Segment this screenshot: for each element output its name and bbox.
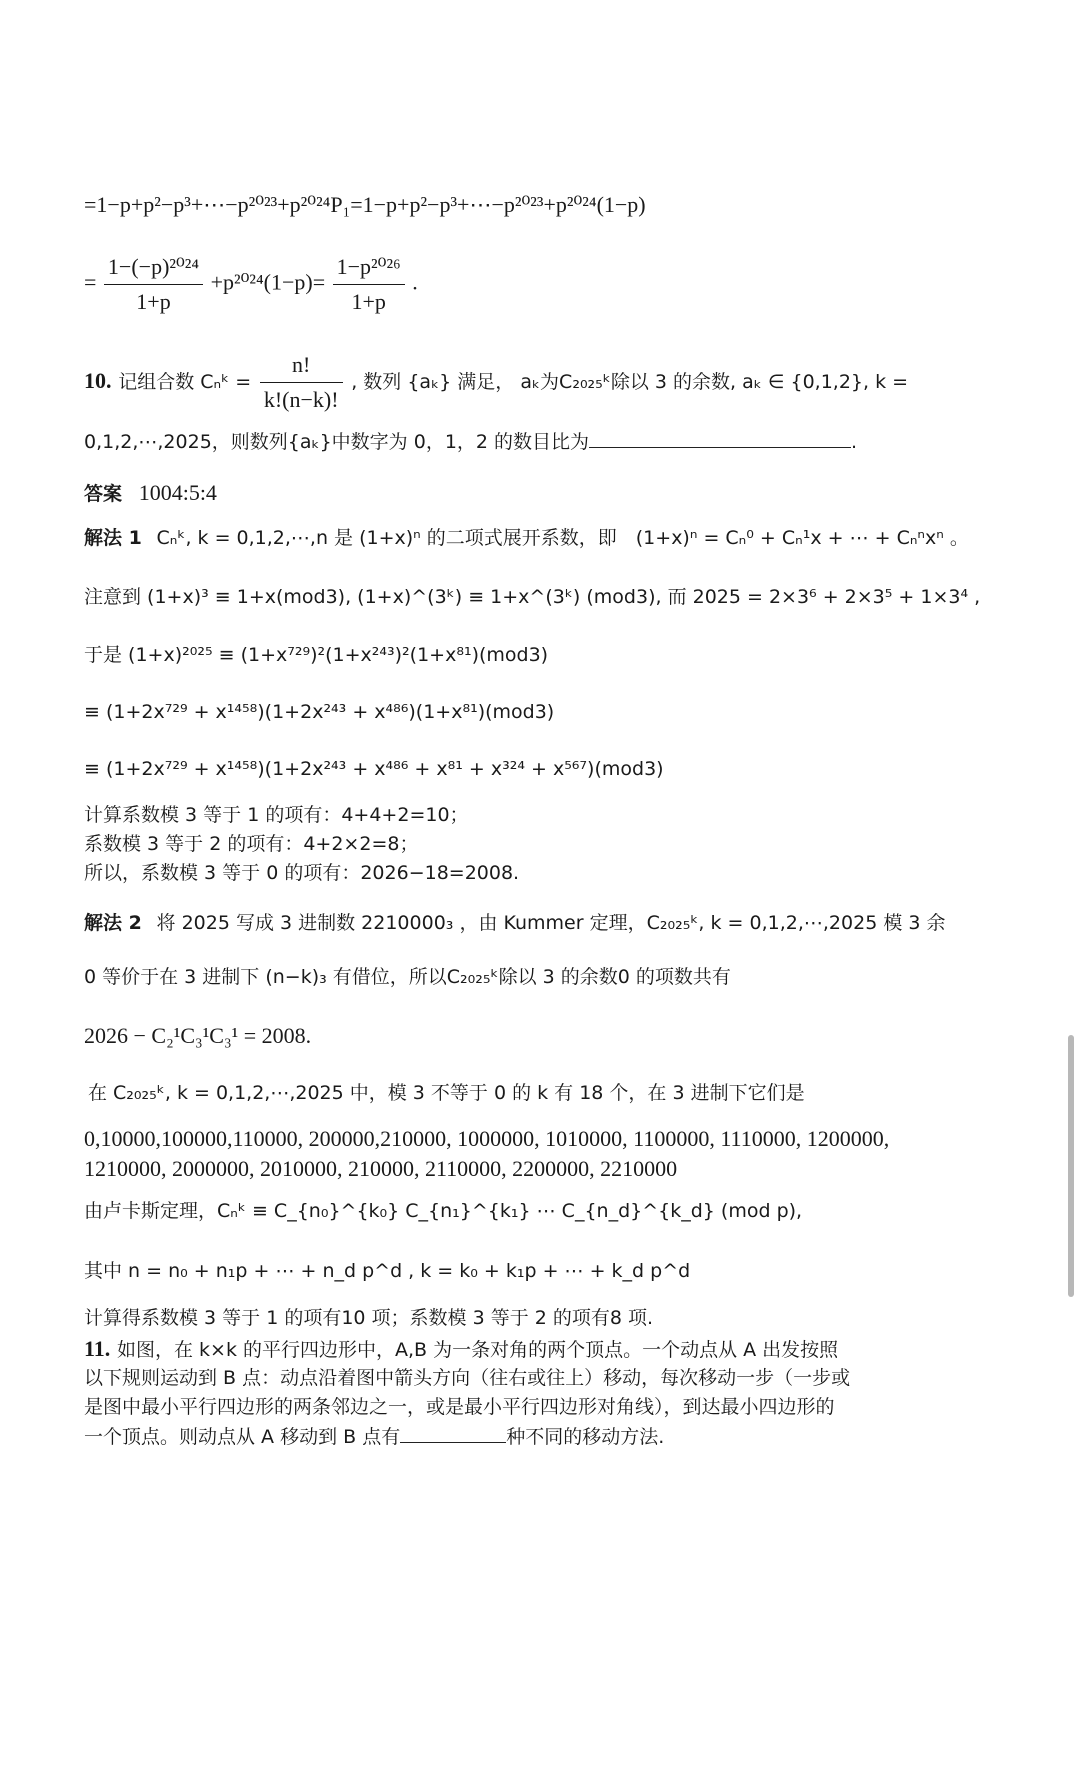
question-11-line-4 [84, 1421, 664, 1452]
answer-label: 答案 [84, 483, 123, 505]
method-2-label: 解法 2 [84, 912, 142, 934]
fraction-2 [333, 252, 405, 317]
question-11-line-3: 是图中最小平行四边形的两条邻边之一，或是最小平行四边形对角线），到达最小四边形的 [84, 1396, 835, 1418]
equation-period: . [412, 269, 418, 295]
question-10-line-1 [84, 350, 908, 415]
method-2-line-4: 在 C₂₀₂₅ᵏ, k = 0,1,2,⋯,2025 中，模 3 不等于 0 的 k 有 18 个，在 3 进制下它们是 [88, 1082, 805, 1104]
question-number: 11. [84, 1336, 111, 1361]
method-2-line-5: 0,10000,100000,110000, 200000,210000, 1000000, 1010000, 1100000, 1110000, 1200000, [84, 1126, 890, 1151]
question-number: 10. [84, 368, 112, 393]
fraction-1-numerator: 1−(−p)²⁰²⁴ [104, 252, 203, 285]
question-11-text-b: 一个顶点。则动点从 A 移动到 B 点有 [84, 1426, 401, 1448]
question-11-text-c: 种不同的移动方法. [506, 1426, 665, 1448]
method-2-line-2: 0 等价于在 3 进制下 (n−k)₃ 有借位，所以C₂₀₂₅ᵏ除以 3 的余数0 的项数共有 [84, 966, 731, 988]
equation-middle: +p²⁰²⁴(1−p)= [210, 269, 326, 295]
combination-numerator: n! [260, 350, 343, 383]
method-1-label: 解法 1 [84, 527, 142, 549]
method-2-line-3: 2026 − C₂¹C₃¹C₃¹ = 2008. [84, 1023, 312, 1048]
fraction-1 [104, 252, 203, 317]
question-11-text-a: 如图，在 k×k 的平行四边形中，A,B 为一条对角的两个顶点。一个动点从 A 出发按照 [116, 1339, 839, 1361]
answer-blank [400, 1422, 506, 1443]
method-1-line-5: ≡ (1+2x⁷²⁹ + x¹⁴⁵⁸)(1+2x²⁴³ + x⁴⁸⁶ + x⁸¹ + x³²⁴ + x⁵⁶⁷)(mod3) [84, 758, 664, 780]
equation-line-1 [84, 190, 646, 220]
equation-line-2 [84, 252, 418, 317]
question-10-text-a: 记组合数 Cₙᵏ = [118, 371, 252, 393]
method-2-line-8: 其中 n = n₀ + n₁p + ⋯ + n_d p^d , k = k₀ + k₁p + ⋯ + k_d p^d [84, 1260, 691, 1282]
method-1-line-4: ≡ (1+2x⁷²⁹ + x¹⁴⁵⁸)(1+2x²⁴³ + x⁴⁸⁶)(1+x⁸¹)(mod3) [84, 701, 555, 723]
answer-value: 1004:5:4 [138, 480, 217, 505]
fraction-1-denominator: 1+p [136, 289, 171, 314]
answer-blank [589, 427, 851, 448]
question-10-line-2 [84, 426, 857, 457]
fraction-2-numerator: 1−p²⁰²⁶ [333, 252, 405, 285]
method-2-line-7: 由卢卡斯定理，Cₙᵏ ≡ C_{n₀}^{k₀} C_{n₁}^{k₁} ⋯ C_{n_d}^{k_d} (mod p), [84, 1200, 803, 1222]
vertical-scrollbar[interactable] [1068, 1035, 1074, 1297]
question-10-text-c: 0,1,2,⋯,2025，则数列{aₖ}中数字为 0，1，2 的数目比为 [84, 431, 590, 453]
combination-denominator: k!(n−k)! [263, 387, 339, 412]
method-1-line-3: 于是 (1+x)²⁰²⁵ ≡ (1+x⁷²⁹)²(1+x²⁴³)²(1+x⁸¹)(mod3) [84, 644, 549, 666]
question-11-line-1 [84, 1334, 838, 1365]
answer-line [84, 478, 217, 509]
method-1-line-6: 计算系数模 3 等于 1 的项有：4+4+2=10； [84, 804, 469, 826]
equals-sign: = [84, 269, 97, 295]
question-10-text-b: , 数列 {aₖ} 满足， aₖ为C₂₀₂₅ᵏ除以 3 的余数, aₖ ∈ {0,1,2}, k = [351, 371, 909, 393]
method-1-line-1 [84, 522, 969, 553]
method-1-line-2: 注意到 (1+x)³ ≡ 1+x(mod3), (1+x)^(3ᵏ) ≡ 1+x^(3ᵏ) (mod3), 而 2025 = 2×3⁶ + 2×3⁵ + 1×3⁴ , [84, 586, 981, 608]
method-2-line-6: 1210000, 2000000, 2010000, 210000, 2110000, 2200000, 2210000 [84, 1156, 678, 1181]
equation-text: =1−p+p²−p³+⋯−p²⁰²³+p²⁰²⁴P₁=1−p+p²−p³+⋯−p²⁰²³+p²⁰²⁴(1−p) [84, 192, 646, 217]
fraction-2-denominator: 1+p [351, 289, 386, 314]
method-2-line-9: 计算得系数模 3 等于 1 的项有10 项；系数模 3 等于 2 的项有8 项. [84, 1307, 654, 1329]
method-2-line-1 [84, 907, 946, 938]
method-1-line-8: 所以，系数模 3 等于 0 的项有：2026−18=2008. [84, 862, 520, 884]
method-1-text: Cₙᵏ, k = 0,1,2,⋯,n 是 (1+x)ⁿ 的二项式展开系数，即 (1+x)ⁿ = Cₙ⁰ + Cₙ¹x + ⋯ + Cₙⁿxⁿ 。 [156, 527, 969, 549]
method-1-line-7: 系数模 3 等于 2 的项有：4+2×2=8； [84, 833, 419, 855]
question-11-line-2: 以下规则运动到 B 点：动点沿着图中箭头方向（往右或往上）移动，每次移动一步（一步或 [84, 1367, 851, 1389]
question-10-period: . [851, 431, 858, 453]
method-2-text: 将 2025 写成 3 进制数 2210000₃ ，由 Kummer 定理，C₂₀₂₅ᵏ, k = 0,1,2,⋯,2025 模 3 余 [156, 912, 946, 934]
combination-fraction [260, 350, 343, 415]
